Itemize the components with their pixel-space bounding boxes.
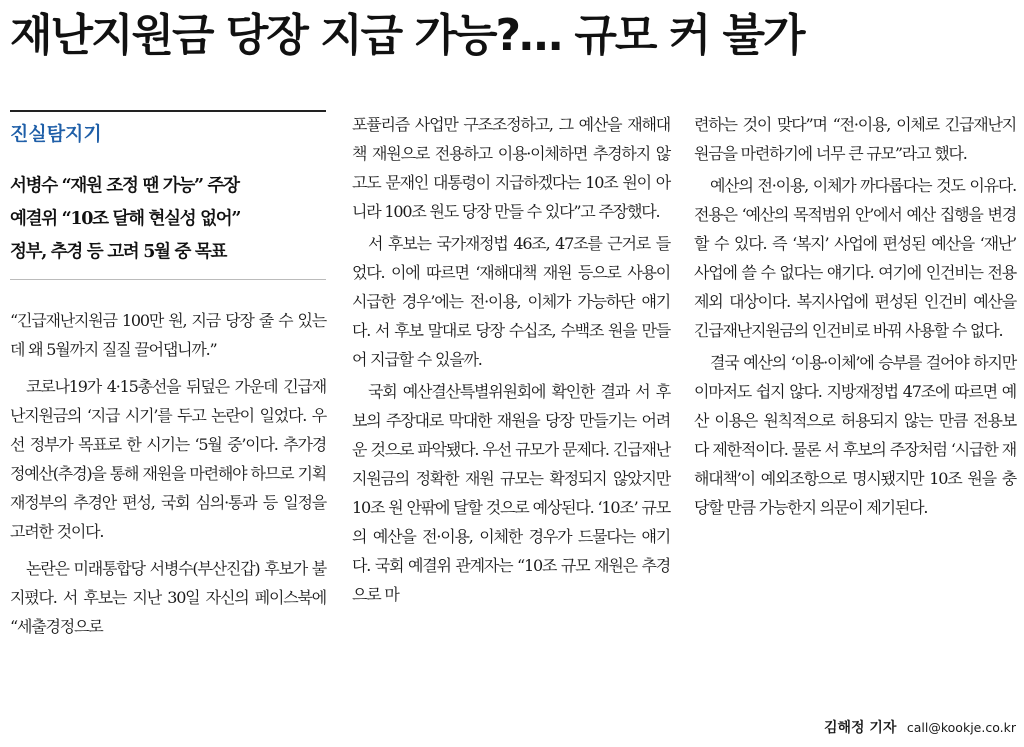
body-paragraph: 예산의 전·이용, 이체가 까다롭다는 것도 이유다. 전용은 ‘예산의 목적범위 안’에서 예산 집행을 변경할 수 있다. 즉 ‘복지’ 사업에 편성된 예산을 ‘재난’ 사업에 쓸 수 없다는 얘기다. 여기에 인건비는 전용 제외 대상이다. 복지사업에 편성된 인건비 예산을 긴급재난지원금의 인건비로 바꿔 사용할 수 없다. — [694, 176, 1016, 340]
body-paragraph: 코로나19가 4·15총선을 뒤덮은 가운데 긴급재난지원금의 ‘지급 시기’를 두고 논란이 일었다. 우선 정부가 목표로 한 시기는 ‘5월 중’이다. 추가경정예산(추경)을 통해 재원을 마련해야 하므로 기획재정부의 추경안 편성, 국회 심의·통과 등 일정을 고려한 것이다. — [10, 377, 326, 541]
body-paragraph: 논란은 미래통합당 서병수(부산진갑) 후보가 불 지폈다. 서 후보는 지난 30일 자신의 페이스북에 “세출경정으로 — [10, 559, 326, 636]
article-column-2 — [352, 110, 670, 612]
article-column-1 — [10, 110, 326, 649]
subheadline: 서병수 “재원 조정 땐 가능” 주장 — [10, 176, 239, 196]
subheadline: 예결위 “10조 달해 현실성 없어” — [10, 209, 241, 229]
section-tag: 진실탐지기 — [10, 123, 102, 145]
subheadline-block — [10, 170, 326, 280]
section-divider — [10, 110, 326, 112]
byline — [824, 717, 1016, 739]
body-paragraph: 련하는 것이 맞다”며 “전·이용, 이체로 긴급재난지원금을 마련하기에 너무 큰 규모”라고 했다. — [694, 115, 1016, 163]
body-paragraph: “긴급재난지원금 100만 원, 지금 당장 줄 수 있는데 왜 5월까지 질질 끌어댑니까.” — [10, 311, 326, 359]
subheadline: 정부, 추경 등 고려 5월 중 목표 — [10, 242, 227, 262]
body-paragraph: 서 후보는 국가재정법 46조, 47조를 근거로 들었다. 이에 따르면 ‘재해대책 재원 등으로 사용이 시급한 경우’에는 전·이용, 이체가 가능하단 얘기다. 서 후보 말대로 당장 수십조, 수백조 원을 만들어 지급할 수 있을까. — [352, 234, 670, 369]
article-headline: 재난지원금 당장 지급 가능?… 규모 커 불가 — [10, 10, 804, 61]
article-column-3 — [694, 110, 1016, 525]
body-paragraph: 포퓰리즘 사업만 구조조정하고, 그 예산을 재해대책 재원으로 전용하고 이용·이체하면 추경하지 않고도 문재인 대통령이 지급하겠다는 10조 원이 아니라 100조 원도 당장 만들 수 있다”고 주장했다. — [352, 115, 670, 221]
body-paragraph: 결국 예산의 ‘이용·이체’에 승부를 걸어야 하지만 이마저도 쉽지 않다. 지방재정법 47조에 따르면 예산 이용은 원칙적으로 허용되지 않는 만큼 전용보다 제한적이다. 물론 서 후보의 주장처럼 ‘시급한 재해대책’이 예외조항으로 명시됐지만 10조 원을 충당할 만큼 가능한지 의문이 제기된다. — [694, 353, 1016, 517]
body-paragraph: 국회 예산결산특별위원회에 확인한 결과 서 후보의 주장대로 막대한 재원을 당장 만들기는 어려운 것으로 파악됐다. 우선 규모가 문제다. 긴급재난지원금의 정확한 재원 규모는 확정되지 않았지만 10조 원 안팎에 달할 것으로 예상된다. ‘10조’ 규모의 예산을 전·이용, 이체한 경우가 드물다는 얘기다. 국회 예결위 관계자는 “10조 규모 재원은 추경으로 마 — [352, 382, 670, 604]
reporter-name: 김해정 기자 — [823, 720, 897, 736]
reporter-email: call@kookje.co.kr — [906, 720, 1016, 735]
